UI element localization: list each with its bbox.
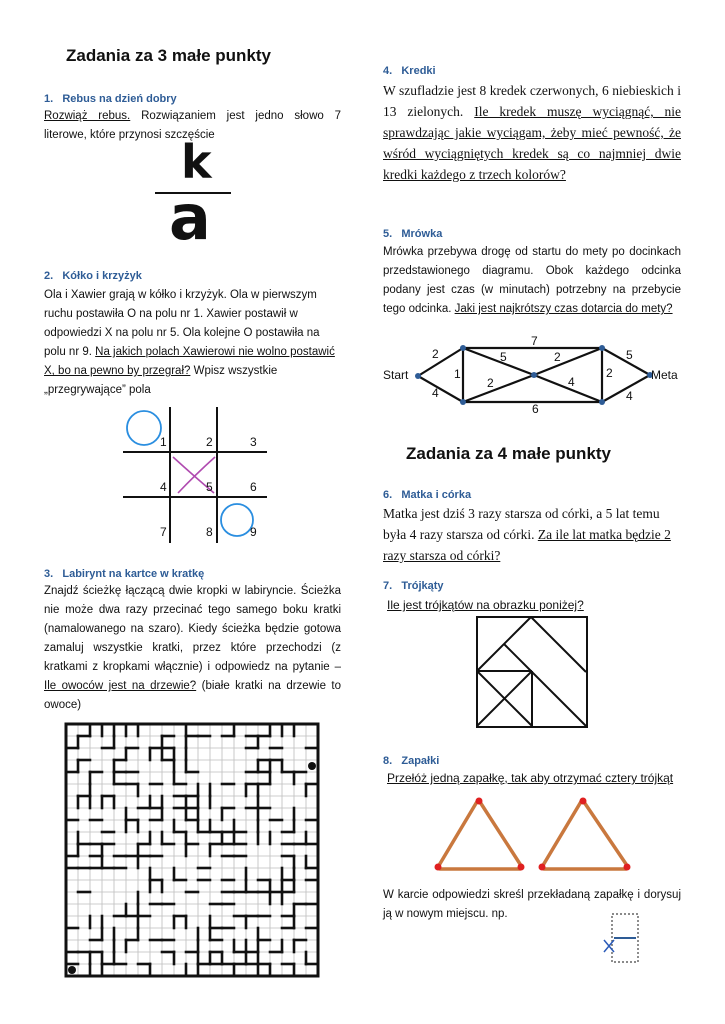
graph-meta-label: Meta [651, 368, 678, 382]
weight-label: 2 [432, 347, 439, 361]
task-4-text: W szufladzie jest 8 kredek czerwonych, 6 niebieskich i 13 zielonych. Ile kredek muszę wyciągnąć, nie sprawdzając jakie wyciągam, żeby mieć pewność, że wśród wyciągniętych kredek są co najmniej dwie kredki każdego z trzech kolorów? [383, 83, 681, 182]
task-4-heading: 4. Kredki [383, 65, 436, 77]
task-5-heading: 5. Mrówka [383, 228, 443, 240]
weight-label: 2 [487, 376, 494, 390]
weight-label: 1 [454, 367, 461, 381]
task-3-text: Znajdź ścieżkę łączącą dwie kropki w labiryncie. Ścieżka nie może dwa razy przecinać tego samego boku kratki (namalowanego na szaro). Kiedy ścieżka będzie gotowa zamaluj wszystkie kratki, przez które przechodzi (z kratkami z kropkami włącznie) i odpowiedz na pytanie – Ile owoców jest na drzewie? (białe kratki na drzewie to owoce) [44, 585, 341, 711]
task-7-heading: 7. Trójkąty [383, 580, 444, 592]
task-7-question: Ile jest trójkątów na obrazku poniżej? [387, 598, 584, 612]
maze-grid [64, 722, 324, 974]
cell-8: 8 [206, 525, 213, 539]
cell-4: 4 [160, 480, 167, 494]
example-sketch [600, 910, 646, 966]
weight-label: 2 [606, 366, 613, 380]
maze-start-dot [68, 966, 76, 974]
matchsticks-figure [428, 792, 644, 874]
section-title-4pts: Zadania za 4 małe punkty [406, 444, 612, 463]
task-8-question: Przełóż jedną zapałkę, tak aby otrzymać cztery trójkąt [387, 771, 674, 785]
cell-6: 6 [250, 480, 257, 494]
weight-label: 4 [568, 375, 575, 389]
weight-label: 5 [500, 350, 507, 364]
weight-label: 4 [432, 386, 439, 400]
cell-9: 9 [250, 525, 257, 539]
rebus-image [155, 135, 235, 254]
task-3-heading: 3. Labirynt na kartce w kratkę [44, 568, 205, 580]
cell-5: 5 [206, 480, 213, 494]
section-title-3pts: Zadania za 3 małe punkty [66, 46, 272, 65]
rebus-letter-top: k [181, 135, 212, 189]
task-number: 1. [44, 93, 54, 105]
weight-label: 2 [554, 350, 561, 364]
weight-label: 6 [532, 402, 539, 416]
weight-label: 5 [626, 348, 633, 362]
weight-label: 4 [626, 389, 633, 403]
rebus-letter-bottom: a [169, 181, 211, 254]
task-8-heading: 8. Zapałki [383, 755, 440, 767]
cell-7: 7 [160, 525, 167, 539]
maze-end-dot [308, 762, 316, 770]
cell-2: 2 [206, 435, 213, 449]
cell-1: 1 [160, 435, 167, 449]
triangles-figure [476, 616, 588, 728]
cell-3: 3 [250, 435, 257, 449]
graph-start-label: Start [383, 368, 409, 382]
o-mark-1 [127, 411, 161, 445]
o-mark-9 [221, 504, 253, 536]
tictactoe-board [120, 405, 270, 545]
task-2-heading: 2. Kółko i krzyżyk [44, 270, 142, 282]
task-6-heading: 6. Matka i córka [383, 489, 472, 501]
task-1-heading [44, 93, 177, 105]
task-1-text: Rozwiąż rebus. Rozwiązaniem jest jedno słowo 7 literowe, które przynosi szczęście [44, 110, 341, 141]
task-2-text: Ola i Xawier grają w kółko i krzyżyk. Ola w pierwszym ruchu postawiła O na polu nr 1. Xawier postawił w odpowiedzi X na polu nr 5. Ola kolejne O postawiła na polu nr 9. Na jakich polach Xawierowi nie wolno postawić X, bo na pewno by przegrał? Wpisz wszystkie „przegrywające” pola [44, 289, 335, 396]
task-8-text: W karcie odpowiedzi skreśl przekładaną zapałkę i dorysuj ją w nowym miejscu. np. [383, 889, 681, 920]
task-title: Rebus na dzień dobry [62, 93, 177, 105]
task-5-text: Mrówka przebywa drogę od startu do mety po docinkach przedstawionego diagramu. Obok każdego odcinka podany jest czas (w minutach) potrzebny na przebycie tego odcinka. Jaki jest najkrótszy czas dotarcia do mety? [383, 246, 681, 315]
weight-label: 7 [531, 334, 538, 348]
task-6-text: Matka jest dziś 3 razy starsza od córki, a 5 lat temu była 4 razy starsza od córki. Za ile lat matka będzie 2 razy starsza od córki? [383, 506, 671, 563]
